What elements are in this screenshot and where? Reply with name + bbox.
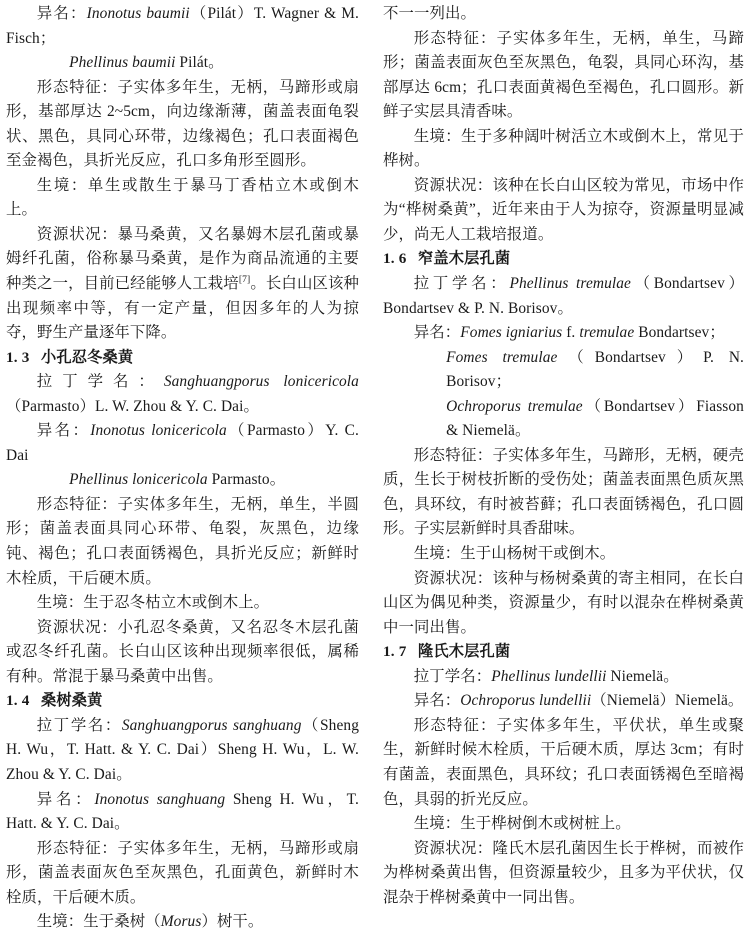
section-heading-1-6 bbox=[383, 247, 744, 272]
section-number: 1. 7 bbox=[383, 643, 407, 661]
paragraph-morphology-tremulae: 形态特征：子实体多年生，马蹄形，无柄，硬壳质，生长于树枝折断的受伤处；菌盖表面黑色质灰黑色，具环纹，有时被苔藓；孔口表面锈褐色，孔口圆形。子实层新鲜时具香甜味。 bbox=[383, 446, 744, 538]
label-resources: 资源状况： bbox=[36, 225, 118, 243]
latin-authority: Pilát bbox=[175, 54, 209, 72]
paragraph-latinname-sanghuang: 拉丁学名：Sanghuangporus sanghuang（Sheng H. Wu，T. Hatt. & Y. C. Dai）Sheng H. Wu，L. W. Zhou & Y. C. Dai。 bbox=[6, 716, 359, 783]
section-number: 1. 6 bbox=[383, 250, 407, 268]
label-resources: 资源状况： bbox=[413, 569, 493, 587]
section-heading-1-7 bbox=[383, 640, 744, 665]
paragraph-synonym-lundellii: 异名：Ochroporus lundellii（Niemelä）Niemelä。 bbox=[413, 692, 744, 710]
label-morphology: 形态特征： bbox=[36, 495, 118, 513]
section-title: 窄盖木层孔菌 bbox=[417, 250, 511, 268]
latin-binomial: Phellinus baumii bbox=[69, 54, 176, 72]
latin-binomial: Inonotus baumii bbox=[86, 5, 190, 22]
paragraph-synonym-tremulae-2 bbox=[383, 346, 744, 395]
latin-binomial: Sanghuangporus sanghuang bbox=[121, 716, 302, 734]
paragraph-continuation-list: 不一一列出。 bbox=[383, 5, 476, 22]
latin-binomial: Fomes tremulae bbox=[446, 348, 558, 366]
paragraph-habitat-lundellii: 生境：生于桦树倒木或树桩上。 bbox=[413, 815, 631, 833]
paragraph-latinname-lundellii: 拉丁学名：Phellinus lundellii Niemelä。 bbox=[413, 667, 679, 685]
label-resources: 资源状况： bbox=[36, 618, 118, 636]
latin-authority: （Bondartsev）P. N. Borisov； bbox=[446, 348, 744, 391]
latin-form: tremulae bbox=[579, 324, 635, 342]
label-habitat: 生境： bbox=[36, 176, 88, 194]
label-morphology: 形态特征： bbox=[413, 29, 497, 47]
measurement: 3cm bbox=[670, 741, 698, 759]
label-latin-name: 拉丁学名： bbox=[36, 373, 164, 391]
paragraph-synonym-lonicericola bbox=[6, 419, 359, 468]
label-synonym: 异名： bbox=[413, 692, 461, 710]
paragraph-latinname-lonicericola: 拉丁学名：Sanghuangporus lonicericola（Parmasto）L. W. Zhou & Y. C. Dai。 bbox=[6, 373, 359, 415]
latin-binomial: Phellinus lonicericola bbox=[69, 471, 208, 489]
reference-marker: [7] bbox=[238, 273, 251, 285]
label-synonym: 异名： bbox=[36, 790, 95, 808]
latin-authority: （Bondartsev）Fiasson & Niemelä bbox=[446, 397, 744, 440]
latin-binomial: Inonotus sanghuang bbox=[94, 790, 226, 808]
latin-authority: （Bondartsev）Bondartsev & P. N. Borisov bbox=[383, 275, 744, 317]
label-latin-name: 拉丁学名： bbox=[413, 667, 492, 685]
paragraph-resources-baumii: 资源状况：暴马桑黄，又名暴姆木层孔菌或暴姆纤孔菌，俗称暴马桑黄，是作为商品流通的主要种类之一，目前已经能够人工栽培[7]。长白山区该种出现频率中等，有一定产量，但因多年的人为掠夺，野生产量逐年下降。 bbox=[6, 225, 359, 342]
paragraph-synonym-tremulae-3: Ochroporus tremulae（Bondartsev）Fiasson & Niemelä。 bbox=[446, 397, 744, 440]
latin-authority: Sheng H. Wu，T. Hatt. & Y. C. Dai bbox=[6, 790, 359, 833]
paragraph-habitat-r3: 生境：生于多种阔叶树活立木或倒木上，常见于桦树。 bbox=[383, 127, 744, 170]
paragraph-synonym-phellinus-lonicericola: Phellinus lonicericola Parmasto。 bbox=[69, 471, 286, 489]
label-morphology: 形态特征： bbox=[413, 446, 493, 464]
section-title: 小孔忍冬桑黄 bbox=[40, 348, 134, 366]
left-column bbox=[6, 2, 369, 935]
paragraph-synonym-baumii bbox=[6, 2, 359, 51]
label-resources: 资源状况： bbox=[413, 176, 493, 194]
latin-authority: （Parmasto）Y. C. Dai bbox=[6, 422, 359, 464]
latin-binomial: Sanghuangporus lonicericola bbox=[163, 373, 359, 391]
section-heading-1-4 bbox=[6, 689, 359, 714]
section-number: 1. 3 bbox=[6, 348, 30, 366]
paragraph-synonym-tremulae-1 bbox=[383, 321, 744, 346]
paragraph-morphology-sanghuang: 形态特征：子实体多年生，无柄，马蹄形或扇形，菌盖表面灰色至灰黑色，孔面黄色，新鲜时木栓质，干后硬木质。 bbox=[6, 839, 359, 906]
latin-authority: Parmasto bbox=[207, 471, 270, 489]
latin-binomial: Phellinus lundellii bbox=[491, 667, 607, 685]
label-latin-name: 拉丁学名： bbox=[413, 275, 510, 293]
latin-binomial: Ochroporus tremulae bbox=[446, 397, 583, 415]
paragraph-habitat-lonicericola: 生境：生于忍冬枯立木或倒木上。 bbox=[36, 594, 270, 612]
latin-authority: （Niemelä）Niemelä bbox=[591, 692, 728, 710]
paragraph-resources-tremulae: 资源状况：该种与杨树桑黄的寄主相同，在长白山区为偶见种类，资源量少，有时以混杂在桦树桑黄中一同出售。 bbox=[383, 569, 744, 636]
latin-authority: f. bbox=[562, 324, 580, 342]
latin-binomial: Inonotus lonicericola bbox=[90, 422, 227, 440]
label-resources: 资源状况： bbox=[413, 839, 493, 857]
section-number: 1. 4 bbox=[6, 692, 30, 710]
label-synonym: 异名： bbox=[36, 422, 91, 440]
paragraph-morphology-lundellii: 形态特征：子实体多年生，平伏状，单生或聚生，新鲜时候木栓质，干后硬木质，厚达 3cm；有时有菌盖，表面黑色，具环纹；孔口表面锈褐色至暗褐色，具弱的折光反应。 bbox=[383, 716, 744, 808]
latin-authority: Bondartsev； bbox=[634, 324, 725, 342]
label-synonym: 异名： bbox=[413, 324, 461, 342]
measurement: 2~5cm bbox=[106, 103, 151, 121]
latin-binomial: Phellinus tremulae bbox=[509, 275, 631, 293]
label-latin-name: 拉丁学名： bbox=[36, 716, 122, 734]
paragraph-resources-lundellii: 资源状况：隆氏木层孔菌因生长于桦树，而被作为桦树桑黄出售，但资源量较少，且多为平伏状，仅混杂于桦树桑黄中一同出售。 bbox=[383, 839, 744, 906]
label-habitat: 生境： bbox=[413, 127, 461, 145]
paragraph-morphology-lonicericola: 形态特征：子实体多年生，无柄，单生，半圆形；菌盖表面具同心环带、龟裂，灰黑色，边缘钝、褐色；孔口表面锈褐色，具折光反应；新鲜时木栓质，干后硬木质。 bbox=[6, 495, 359, 587]
section-heading-1-3 bbox=[6, 346, 359, 371]
latin-genus: Morus bbox=[160, 913, 202, 931]
label-habitat: 生境： bbox=[413, 545, 461, 563]
label-morphology: 形态特征： bbox=[36, 839, 118, 857]
latin-authority: （Parmasto）L. W. Zhou & Y. C. Dai bbox=[6, 397, 244, 415]
right-column bbox=[381, 2, 744, 910]
label-habitat: 生境： bbox=[36, 594, 84, 612]
measurement: 6cm bbox=[434, 78, 462, 96]
section-title: 隆氏木层孔菌 bbox=[417, 643, 511, 661]
section-title: 桑树桑黄 bbox=[40, 692, 103, 710]
paragraph-morphology-baumii: 形态特征：子实体多年生，无柄，马蹄形或扇形，基部厚达 2~5cm，向边缘渐薄，菌盖表面龟裂状、黑色，具同心环带，边缘褐色；孔口表面褐色至金褐色，具折光反应，孔口多角形至圆形。 bbox=[6, 78, 359, 170]
paragraph-habitat-sanghuang: 生境：生于桑树（Morus）树干。 bbox=[36, 913, 264, 931]
label-habitat: 生境： bbox=[36, 913, 84, 931]
paragraph-resources-lonicericola: 资源状况：小孔忍冬桑黄，又名忍冬木层孔菌或忍冬纤孔菌。长白山区该种出现频率很低，属稀有种。常混于暴马桑黄中出售。 bbox=[6, 618, 359, 685]
paragraph-morphology-r2: 形态特征：子实体多年生，无柄，单生，马蹄形；菌盖表面灰色至灰黑色，龟裂，具同心环沟，基部厚达 6cm；孔口表面黄褐色至褐色，孔口圆形。新鲜子实层具清香味。 bbox=[383, 29, 744, 121]
latin-binomial: Fomes igniarius bbox=[460, 324, 563, 342]
latin-authority: Niemelä bbox=[606, 667, 664, 685]
label-morphology: 形态特征： bbox=[413, 716, 497, 734]
paragraph-resources-r4: 资源状况：该种在长白山区较为常见，市场中作为“桦树桑黄”，近年来由于人为掠夺，资源量明显减少，尚无人工栽培报道。 bbox=[383, 176, 744, 243]
paragraph-synonym-phellinus-baumii: Phellinus baumii Pilát。 bbox=[69, 54, 224, 72]
paragraph-synonym-sanghuang: 异名：Inonotus sanghuang Sheng H. Wu，T. Hatt. & Y. C. Dai。 bbox=[6, 790, 359, 833]
latin-binomial: Ochroporus lundellii bbox=[460, 692, 592, 710]
latin-authority: （Pilát）T. Wagner & M. Fisch； bbox=[6, 5, 359, 47]
paragraph-latinname-tremulae: 拉丁学名：Phellinus tremulae（Bondartsev）Bondartsev & P. N. Borisov。 bbox=[383, 275, 744, 317]
label-synonym: 异名： bbox=[36, 5, 87, 22]
latin-authority: （Sheng H. Wu，T. Hatt. & Y. C. Dai）Sheng H. Wu，L. W. Zhou & Y. C. Dai bbox=[6, 716, 359, 783]
label-habitat: 生境： bbox=[413, 815, 461, 833]
label-morphology: 形态特征： bbox=[36, 78, 118, 96]
paragraph-habitat-tremulae: 生境：生于山杨树干或倒木。 bbox=[413, 545, 616, 563]
paragraph-habitat-baumii: 生境：单生或散生于暴马丁香枯立木或倒木上。 bbox=[6, 176, 359, 219]
